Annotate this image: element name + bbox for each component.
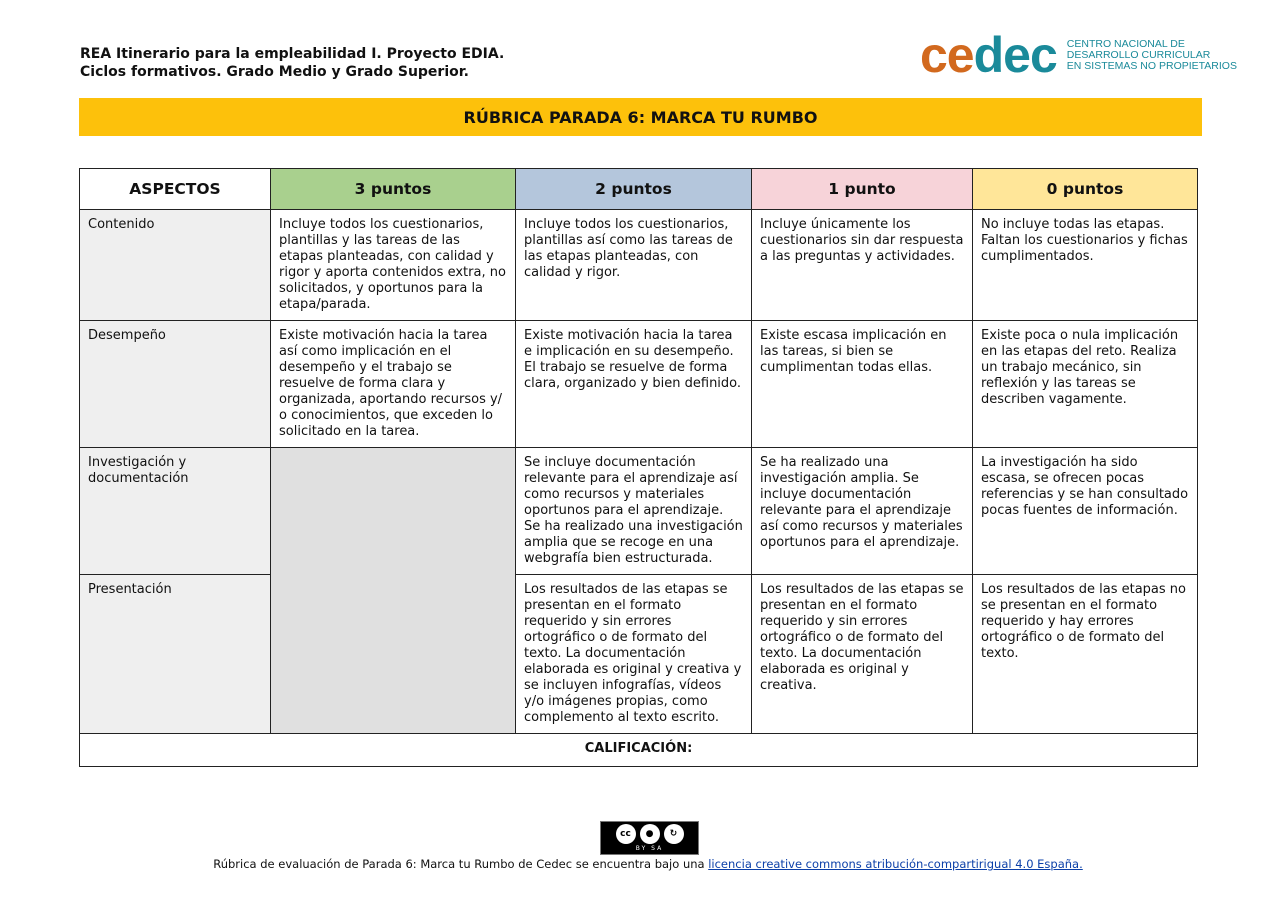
license-footer xyxy=(0,857,1286,871)
calificacion-row xyxy=(80,734,1198,767)
aspect-cell: Desempeño xyxy=(80,321,271,448)
header-3-puntos: 3 puntos xyxy=(271,169,516,210)
table-header-row xyxy=(80,169,1198,210)
header-line-2: Ciclos formativos. Grado Medio y Grado Superior. xyxy=(80,64,469,80)
logo-word-a: ce xyxy=(920,27,974,83)
logo-subtitle xyxy=(1067,39,1237,72)
cc-icon: cc xyxy=(616,824,636,844)
score-cell-2: Los resultados de las etapas se presentan en el formato requerido y sin errores ortográfico o de formato del texto. La documentación elaborada es original y creativa y se incluyen infografías, vídeos y/o imágenes propias, como complemento al texto escrito. xyxy=(516,575,752,734)
score-cell-2: Se incluye documentación relevante para el aprendizaje así como recursos y materiales oportunos para el aprendizaje. Se ha realizado una investigación amplia que se recoge en una webgrafía bien estructurada. xyxy=(516,448,752,575)
logo-wordmark xyxy=(920,27,1057,83)
footer-text: Rúbrica de evaluación de Parada 6: Marca tu Rumbo de Cedec se encuentra bajo una xyxy=(213,857,709,871)
logo-sub-line-3: EN SISTEMAS NO PROPIETARIOS xyxy=(1066,59,1237,72)
rubric-table xyxy=(79,168,1198,767)
rubric-title-banner: RÚBRICA PARADA 6: MARCA TU RUMBO xyxy=(79,98,1202,136)
table-row xyxy=(80,210,1198,321)
logo-sub-line-2: DESARROLLO CURRICULAR xyxy=(1066,48,1211,61)
score-cell-0: La investigación ha sido escasa, se ofrecen pocas referencias y se han consultado pocas fuentes de información. xyxy=(973,448,1198,575)
by-icon: ● xyxy=(640,824,660,844)
aspect-cell: Presentación xyxy=(80,575,271,734)
empty-shaded-cell xyxy=(271,448,516,734)
score-cell-1: Los resultados de las etapas se presentan en el formato requerido y sin errores ortográfico o de formato del texto. La documentación elaborada es original y creativa. xyxy=(752,575,973,734)
logo-sub-line-1: CENTRO NACIONAL DE xyxy=(1066,37,1185,50)
license-link[interactable]: licencia creative commons atribución-compartirigual 4.0 España. xyxy=(708,857,1083,871)
table-row xyxy=(80,321,1198,448)
score-cell-0: Existe poca o nula implicación en las etapas del reto. Realiza un trabajo mecánico, sin reflexión y las tareas se describen vagamente. xyxy=(973,321,1198,448)
cedec-logo xyxy=(920,27,1237,83)
score-cell-1: Incluye únicamente los cuestionarios sin dar respuesta a las preguntas y actividades. xyxy=(752,210,973,321)
score-cell-2: Incluye todos los cuestionarios, plantillas así como las tareas de las etapas planteadas, con calidad y rigor. xyxy=(516,210,752,321)
table-row xyxy=(80,448,1198,575)
header-1-punto: 1 punto xyxy=(752,169,973,210)
document-header xyxy=(80,45,504,81)
score-cell-3: Existe motivación hacia la tarea así como implicación en el desempeño y el trabajo se resuelve de forma clara y organizada, aportando recursos y/ o conocimientos, que exceden lo solicitado en la tarea. xyxy=(271,321,516,448)
score-cell-1: Se ha realizado una investigación amplia. Se incluye documentación relevante para el aprendizaje así como recursos y materiales oportunos para el aprendizaje. xyxy=(752,448,973,575)
score-cell-0: Los resultados de las etapas no se presentan en el formato requerido y hay errores ortográfico o de formato del texto. xyxy=(973,575,1198,734)
logo-word-b: dec xyxy=(973,27,1057,83)
sa-icon: ↻ xyxy=(664,824,684,844)
table-row xyxy=(80,575,1198,734)
cc-license-badge xyxy=(600,821,699,855)
aspect-cell: Contenido xyxy=(80,210,271,321)
calificacion-cell: CALIFICACIÓN: xyxy=(80,734,1198,767)
header-aspectos: ASPECTOS xyxy=(80,169,271,210)
score-cell-2: Existe motivación hacia la tarea e implicación en su desempeño. El trabajo se resuelve de forma clara, organizado y bien definido. xyxy=(516,321,752,448)
score-cell-3: Incluye todos los cuestionarios, plantillas y las tareas de las etapas planteadas, con calidad y rigor y aporta contenidos extra, no solicitados, y oportunos para la etapa/parada. xyxy=(271,210,516,321)
cc-by-sa-label: BY SA xyxy=(635,845,664,852)
header-0-puntos: 0 puntos xyxy=(973,169,1198,210)
header-2-puntos: 2 puntos xyxy=(516,169,752,210)
score-cell-1: Existe escasa implicación en las tareas, si bien se cumplimentan todas ellas. xyxy=(752,321,973,448)
aspect-cell: Investigación y documentación xyxy=(80,448,271,575)
header-line-1: REA Itinerario para la empleabilidad I. Proyecto EDIA. xyxy=(80,46,505,62)
score-cell-0: No incluye todas las etapas. Faltan los cuestionarios y fichas cumplimentados. xyxy=(973,210,1198,321)
